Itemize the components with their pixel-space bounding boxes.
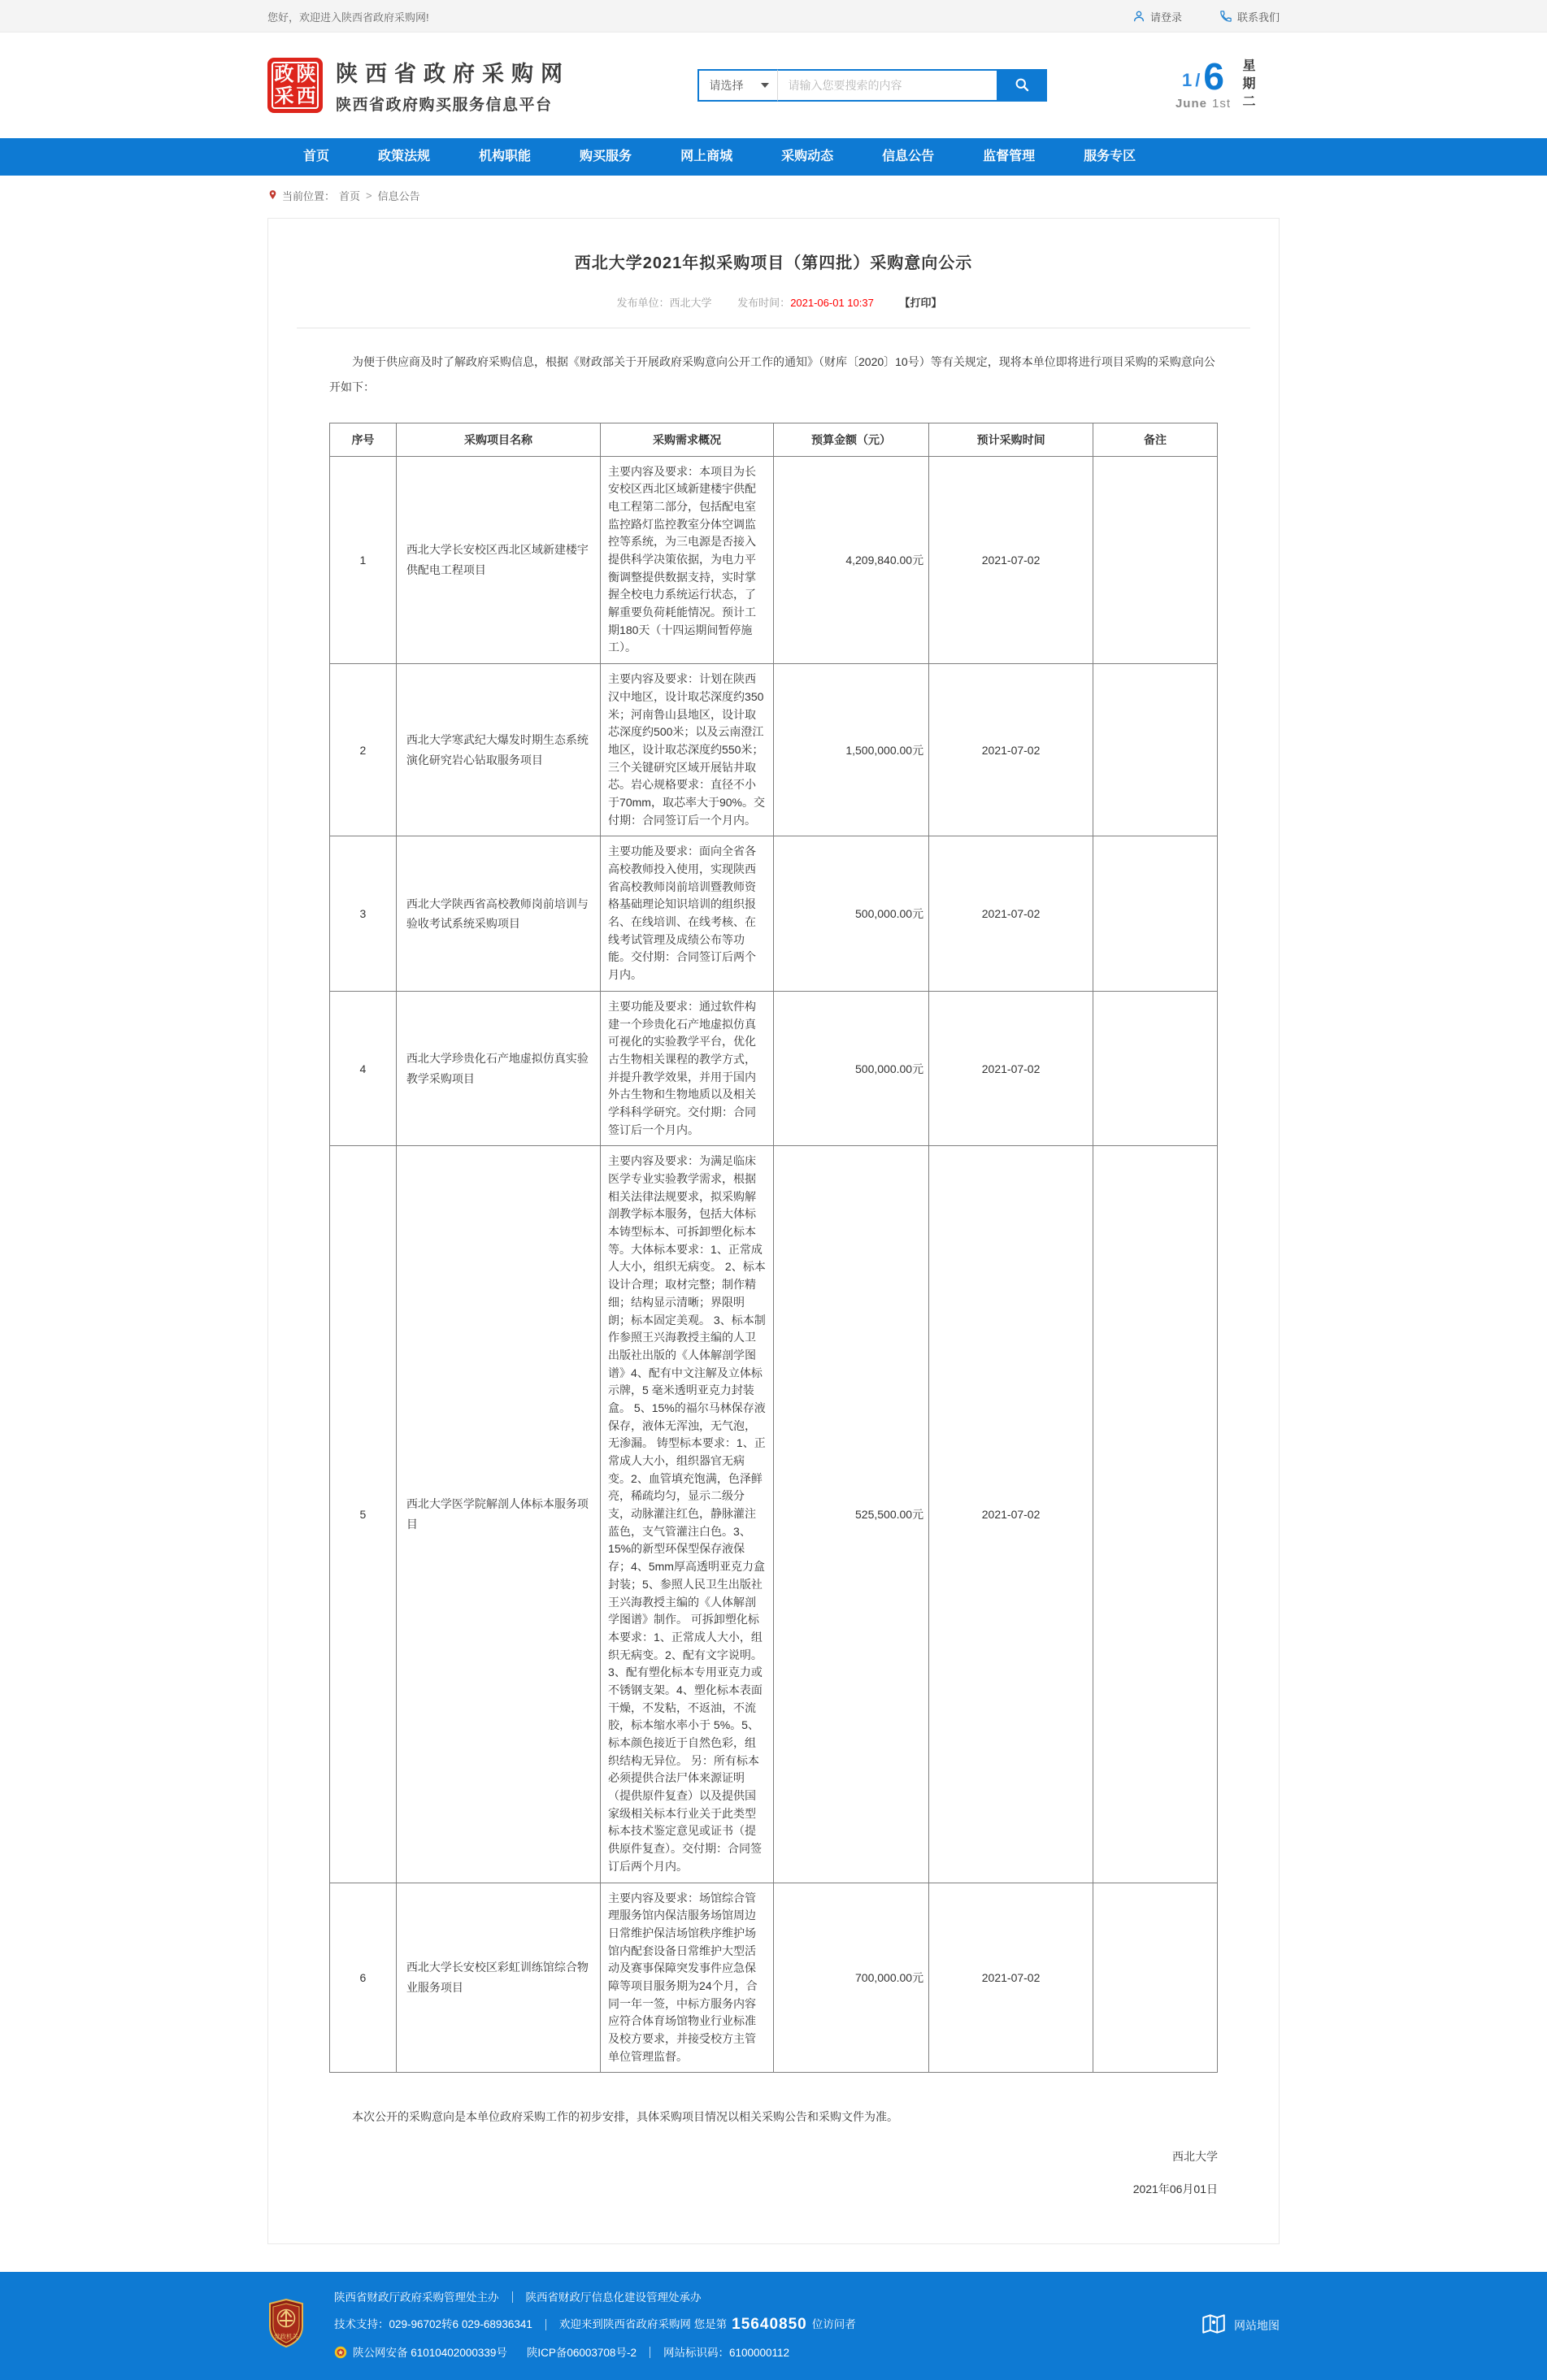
page-title: 西北大学2021年拟采购项目（第四批）采购意向公示 xyxy=(574,254,973,272)
footer-organizer: 陕西省财政厅政府采购管理处主办 xyxy=(334,2291,499,2304)
breadcrumb xyxy=(267,176,1280,213)
nav-item[interactable]: 采购动态 xyxy=(781,150,834,163)
nav-item[interactable]: 网上商城 xyxy=(680,150,733,163)
logo-char: 陕 xyxy=(296,63,316,85)
footer-separator xyxy=(545,2319,546,2330)
nav-item[interactable]: 政策法规 xyxy=(378,150,431,163)
cell-purchase-time: 2021-07-02 xyxy=(929,1146,1093,1883)
search-category-select[interactable] xyxy=(697,69,777,102)
table-row xyxy=(330,1146,1218,1883)
breadcrumb-separator: > xyxy=(366,189,372,202)
procurement-table xyxy=(329,423,1218,2074)
cell-purchase-time: 2021-07-02 xyxy=(929,991,1093,1146)
cell-序号: 1 xyxy=(330,456,397,664)
cell-project-name: 西北大学陕西省高校教师岗前培训与验收考试系统采购项目 xyxy=(396,836,600,992)
search-icon xyxy=(1014,76,1030,95)
table-row xyxy=(330,664,1218,836)
sitemap-link[interactable] xyxy=(1200,2310,1280,2340)
search-button[interactable] xyxy=(997,69,1047,102)
search-category-value: 请选择 xyxy=(709,79,744,92)
contact-link[interactable] xyxy=(1219,9,1280,24)
site-identifier-code: 网站标识码：6100000112 xyxy=(663,2346,790,2359)
cell-project-name: 西北大学长安校区彩虹训练馆综合物业服务项目 xyxy=(396,1883,600,2073)
footer-welcome-prefix: 欢迎来到陕西省政府采购网 您是第 xyxy=(558,2318,728,2331)
publish-time-value: 2021-06-01 10:37 xyxy=(790,297,874,309)
site-name: 陕西省政府采购网 xyxy=(336,62,570,86)
footer-tech-support: 技术支持：029-96702转6 029-68936341 xyxy=(334,2318,532,2331)
cell-demand-overview: 主要内容及要求：计划在陕西汉中地区，设计取芯深度约350米；河南鲁山县地区，设计取芯深度约500米；以及云南澄江地区，设计取芯深度约550米；三个关键研究区域开展钻井取芯。岩心规格要求：直径不小于70mm，取芯率大于90%。交付期：合同签订后一个月内。 xyxy=(601,664,774,836)
cell-budget: 700,000.00元 xyxy=(773,1883,928,2073)
logo-char: 采 xyxy=(274,85,294,107)
cell-note xyxy=(1093,664,1218,836)
print-button[interactable]: 【打印】 xyxy=(899,297,942,309)
breadcrumb-current[interactable]: 信息公告 xyxy=(377,190,420,202)
search-box xyxy=(697,69,1047,102)
cell-note xyxy=(1093,1883,1218,2073)
cell-budget: 500,000.00元 xyxy=(773,836,928,992)
signature-date: 2021年06月01日 xyxy=(1132,2182,1218,2196)
icp-record-link[interactable]: 陕ICP备06003708号-2 xyxy=(526,2346,637,2359)
login-label: 请登录 xyxy=(1149,11,1182,24)
date-slash: / xyxy=(1195,70,1201,91)
cell-purchase-time: 2021-07-02 xyxy=(929,664,1093,836)
topbar xyxy=(0,0,1547,33)
site-header xyxy=(0,33,1547,138)
date-day: 1 xyxy=(1182,70,1193,91)
cell-note xyxy=(1093,836,1218,992)
footer-welcome-suffix: 位访问者 xyxy=(811,2318,856,2331)
cell-序号: 2 xyxy=(330,664,397,836)
cell-budget: 4,209,840.00元 xyxy=(773,456,928,664)
publish-time-label: 发布时间： xyxy=(737,297,791,309)
cell-project-name: 西北大学长安校区西北区域新建楼宇供配电工程项目 xyxy=(396,456,600,664)
cell-demand-overview: 主要内容及要求：为满足临床医学专业实验教学需求，根据相关法律法规要求，拟采购解剖教学标本服务，包括大体标本铸型标本、可拆卸塑化标本等。大体标本要求：1、正常成人大小，组织无病变。 2、标本设计合理；取材完整；制作精细；结构显示清晰；界限明朗；标本固定美观。 3、标本制作参照王兴海教授主编的人卫出版社出版的《人体解剖学图谱》4、配有中文注解及立体标示牌，5 毫米透明亚克力封装盒。 5、15%的福尔马林保存液保存，液体无浑浊，无气泡，无渗漏。 铸型标本要求：1、正常成人大小，组织器官无病变。2、血管填充饱满，色泽鲜亮，稀疏均匀，显示二级分支，动脉灌注红色，静脉灌注蓝色，支气管灌注白色。3、15%的新型环保型保存液保存；4、5mm厚高透明亚克力盒封装；5、参照人民卫生出版社王兴海教授主编的《人体解剖学图谱》制作。 可拆卸塑化标本要求：1、正常成人大小，组织无病变。2、配有文字说明。3、配有塑化标本专用亚克力或不锈钢支架。4、塑化标本表面干燥，不发粘，不返油，不流胶，标本缩水率小于 5%。5、标本颜色接近于自然色彩，组织结构无异位。 另：所有标本必须提供合法尸体来源证明（提供原件复查）以及提供国家级相关标本行业关于此类型标本技术鉴定意见或证书（提供原件复查）。交付期：合同签订后两个月内。 xyxy=(601,1146,774,1883)
article-card xyxy=(267,218,1280,2244)
site-logo-seal xyxy=(267,58,323,113)
publish-info xyxy=(329,294,1218,310)
logo-char: 政 xyxy=(274,63,294,85)
date-month: 6 xyxy=(1203,54,1224,98)
cell-序号: 6 xyxy=(330,1883,397,2073)
table-header-row xyxy=(330,423,1218,456)
column-header: 序号 xyxy=(330,423,397,456)
date-month-en: June xyxy=(1175,97,1207,111)
nav-item[interactable]: 首页 xyxy=(303,150,330,163)
column-header: 预计采购时间 xyxy=(929,423,1093,456)
nav-item[interactable]: 机构职能 xyxy=(479,150,532,163)
site-footer xyxy=(0,2272,1547,2380)
badge-text: 党政机关 xyxy=(274,2333,298,2341)
police-record-link[interactable]: 陕公网安备 61010402000339号 xyxy=(353,2346,507,2359)
table-row xyxy=(330,456,1218,664)
party-gov-badge-icon xyxy=(267,2299,305,2352)
breadcrumb-label: 当前位置： xyxy=(282,190,336,202)
cell-budget: 500,000.00元 xyxy=(773,991,928,1146)
main-nav xyxy=(0,138,1547,176)
cell-note xyxy=(1093,1146,1218,1883)
column-header: 采购需求概况 xyxy=(601,423,774,456)
nav-item[interactable]: 监督管理 xyxy=(983,150,1036,163)
cell-budget: 525,500.00元 xyxy=(773,1146,928,1883)
column-header: 预算金额（元） xyxy=(773,423,928,456)
login-link[interactable] xyxy=(1132,9,1182,24)
publisher-label: 发布单位： xyxy=(616,297,670,309)
brand[interactable] xyxy=(267,56,570,115)
closing-paragraph: 本次公开的采购意向是本单位政府采购工作的初步安排，具体采购项目情况以相关采购公告和采购文件为准。 xyxy=(352,2110,898,2124)
table-row xyxy=(330,1883,1218,2073)
location-pin-icon xyxy=(267,189,278,203)
nav-item[interactable]: 购买服务 xyxy=(580,150,632,163)
chevron-down-icon xyxy=(761,83,769,88)
cell-note xyxy=(1093,456,1218,664)
column-header: 采购项目名称 xyxy=(396,423,600,456)
logo-char: 西 xyxy=(296,85,316,107)
table-row xyxy=(330,991,1218,1146)
police-badge-icon xyxy=(334,2346,347,2359)
cell-purchase-time: 2021-07-02 xyxy=(929,456,1093,664)
user-icon xyxy=(1132,10,1145,23)
footer-co-organizer: 陕西省财政厅信息化建设管理处承办 xyxy=(525,2291,702,2304)
nav-item[interactable]: 服务专区 xyxy=(1084,150,1136,163)
weekday: 星期二 xyxy=(1241,59,1254,112)
welcome-text: 您好，欢迎进入陕西省政府采购网! xyxy=(267,11,429,24)
sitemap-map-icon xyxy=(1200,2310,1228,2340)
signature-name: 西北大学 xyxy=(1172,2150,1218,2164)
breadcrumb-home[interactable]: 首页 xyxy=(339,190,361,202)
date-ordinal: 1st xyxy=(1211,97,1231,111)
cell-purchase-time: 2021-07-02 xyxy=(929,836,1093,992)
visitor-count: 15640850 xyxy=(732,2316,807,2334)
cell-demand-overview: 主要功能及要求：通过软件构建一个珍贵化石产地虚拟仿真可视化的实验教学平台，优化古生物相关课程的教学方式，并提升教学效果，并用于国内外古生物和生物地质以及相关学科科学研究。交付期：合同签订后一个月内。 xyxy=(601,991,774,1146)
site-subtitle: 陕西省政府购买服务信息平台 xyxy=(336,97,553,114)
cell-note xyxy=(1093,991,1218,1146)
search-input[interactable] xyxy=(777,69,997,102)
cell-序号: 4 xyxy=(330,991,397,1146)
cell-project-name: 西北大学珍贵化石产地虚拟仿真实验教学采购项目 xyxy=(396,991,600,1146)
publisher-value: 西北大学 xyxy=(669,297,712,309)
intro-paragraph: 为便于供应商及时了解政府采购信息，根据《财政部关于开展政府采购意向公开工作的通知》（财库〔2020〕10号）等有关规定，现将本单位即将进行项目采购的采购意向公开如下： xyxy=(329,355,1215,393)
cell-purchase-time: 2021-07-02 xyxy=(929,1883,1093,2073)
nav-item[interactable]: 信息公告 xyxy=(882,150,935,163)
column-header: 备注 xyxy=(1093,423,1218,456)
footer-separator xyxy=(512,2291,513,2303)
cell-budget: 1,500,000.00元 xyxy=(773,664,928,836)
date-widget xyxy=(1175,54,1280,112)
table-row xyxy=(330,836,1218,992)
cell-序号: 5 xyxy=(330,1146,397,1883)
cell-project-name: 西北大学医学院解剖人体标本服务项目 xyxy=(396,1146,600,1883)
cell-demand-overview: 主要内容及要求：场馆综合管理服务馆内保洁服务场馆周边日常维护保洁场馆秩序维护场馆内配套设备日常维护大型活动及赛事保障突发事件应急保障等项目服务期为24个月，合同一年一签，中标方服务内容应符合体育场馆物业行业标准及校方要求，并接受校方主管单位管理监督。 xyxy=(601,1883,774,2073)
contact-label: 联系我们 xyxy=(1236,11,1280,24)
cell-序号: 3 xyxy=(330,836,397,992)
cell-project-name: 西北大学寒武纪大爆发时期生态系统演化研究岩心钻取服务项目 xyxy=(396,664,600,836)
sitemap-label: 网站地图 xyxy=(1234,2318,1280,2332)
cell-demand-overview: 主要内容及要求：本项目为长安校区西北区域新建楼宇供配电工程第二部分，包括配电室监控路灯监控教室分体空调监控等系统，为三电源是否接入提供科学决策依据，为电力平衡调整提供数据支持，实时掌握全校电力系统运行状态，了解重要负荷耗能情况。预计工期180天（十四运期间暂停施工）。 xyxy=(601,456,774,664)
phone-icon xyxy=(1219,10,1232,23)
cell-demand-overview: 主要功能及要求：面向全省各高校教师投入使用，实现陕西省高校教师岗前培训暨教师资格基础理论知识培训的组织报名、在线培训、在线考核、在线考试管理及成绩公布等功能。交付期：合同签订后两个月内。 xyxy=(601,836,774,992)
